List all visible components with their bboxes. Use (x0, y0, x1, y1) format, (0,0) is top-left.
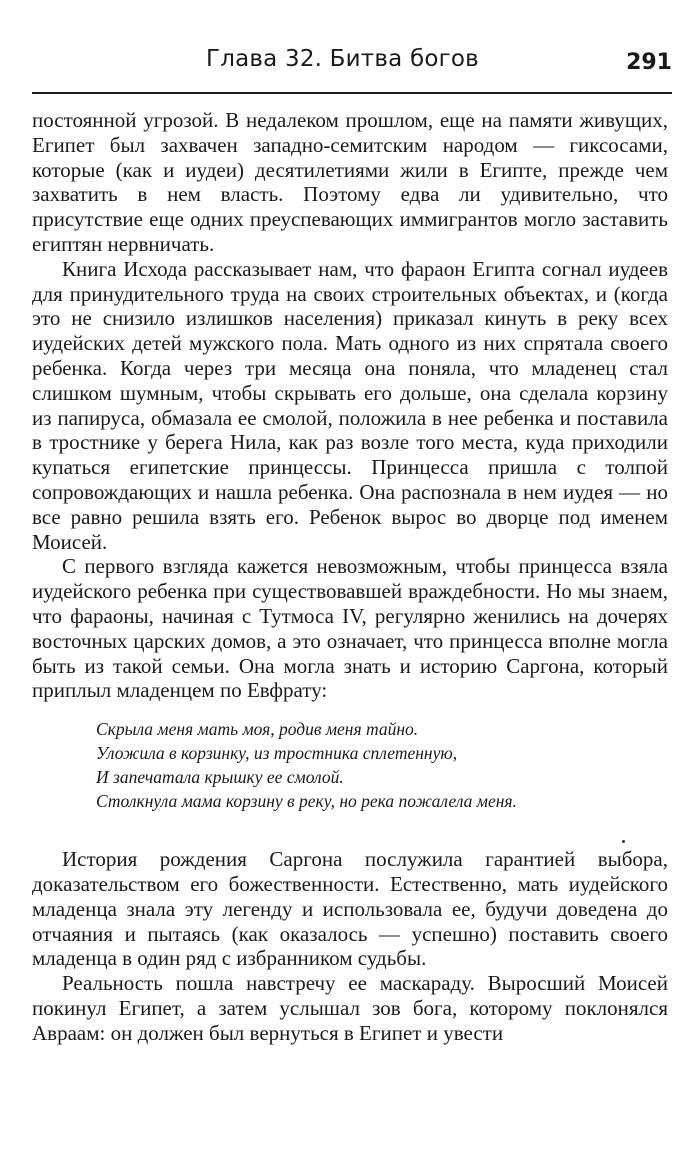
paragraph-continuation: постоянной угрозой. В недалеком прошлом, еще на памяти живущих, Египет был захвачен западно-семитским народом — гиксосами, которые (как и иудеи) десятилетиями жили в Египте, прежде чем захватить в нем власть. Поэтому едва ли удивительно, что присутствие еще одних преуспевающих иммигрантов могло заставить египтян нервничать. (32, 108, 668, 256)
paragraph-sargon-story: История рождения Саргона послужила гарантией выбора, доказательством его божественности. Естественно, мать иудейского младенца знала эту легенду и использовала ее, будучи доведена до отчаяния и пытаясь (как оказалось — успешно) поставить своего младенца в один ряд с избранником судьбы. (32, 847, 668, 971)
poem-line: Скрыла меня мать моя, родив меня тайно. (96, 719, 419, 740)
chapter-title: Глава 32. Битва богов (206, 46, 479, 72)
running-header (32, 42, 672, 82)
poem-line: Столкнула мама корзину в реку, но река пожалела меня. (96, 791, 517, 812)
print-speck (622, 840, 625, 843)
page-number: 291 (626, 50, 672, 75)
paragraph-exodus: Книга Исхода рассказывает нам, что фараон Египта согнал иудеев для принудительного труда на своих строительных объектах, и (когда это не снизило излишков населения) приказал кинуть в реку всех иудейских детей мужского пола. Мать одного из них спрятала своего ребенка. Когда через три месяца она поняла, что младенец стал слишком шумным, чтобы скрывать его дольше, она сделала корзину из папируса, обмазала ее смолой, положила в нее ребенка и поставила в тростнике у берега Нила, как раз возле того места, куда приходили купаться египетские принцессы. Принцесса пришла с толпой сопровождающих и нашла ребенка. Она распознала в нем иудея — но все равно решила взять его. Ребенок вырос во дворце под именем Моисей. (32, 256, 668, 554)
paragraph-reality: Реальность пошла навстречу ее маскараду. Выросший Моисей покинул Египет, а затем услышал зов бога, которому поклонялся Авраам: он должен был вернуться в Египет и увести (32, 971, 668, 1045)
body-text (32, 108, 668, 1046)
paragraph-princess: С первого взгляда кажется невозможным, чтобы принцесса взяла иудейского ребенка при существовавшей враждебности. Но мы знаем, что фараоны, начиная с Тутмоса IV, регулярно женились на дочерях восточных царских домов, а это означает, что принцесса вполне могла быть из такой семьи. Она могла знать и историю Саргона, который приплыл младенцем по Евфрату: (32, 554, 668, 703)
sargon-poem (96, 717, 668, 813)
poem-line: Уложила в корзинку, из тростника сплетенную, (96, 743, 458, 764)
header-rule (32, 92, 672, 94)
poem-line: И запечатала крышку ее смолой. (96, 767, 344, 788)
